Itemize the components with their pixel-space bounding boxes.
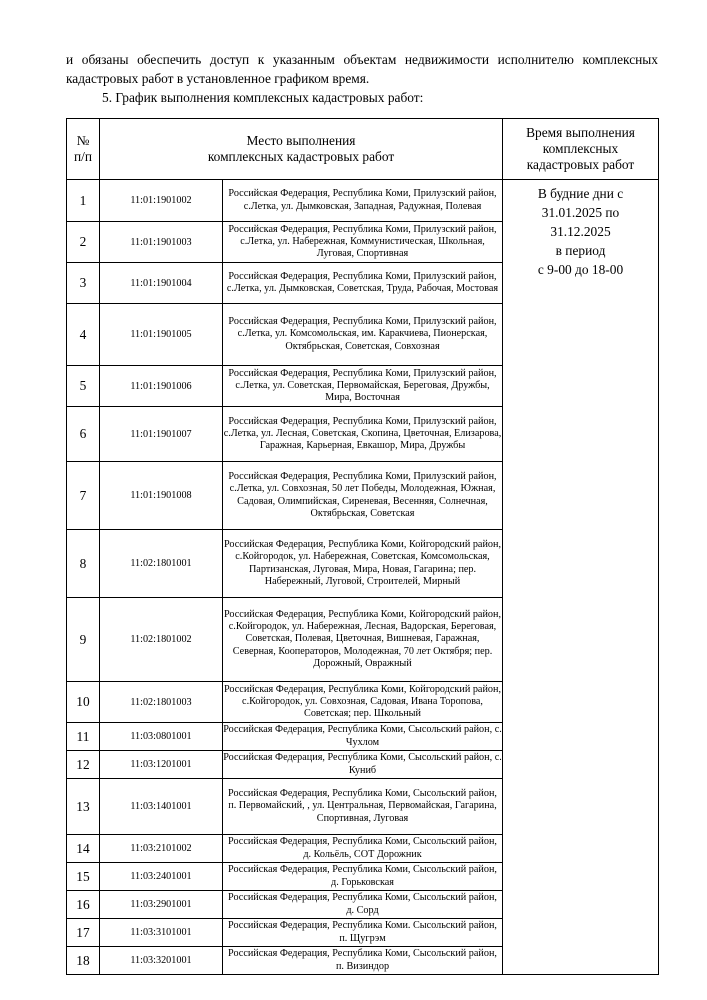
address-cell: Российская Федерация, Республика Коми, Сысольский район, п. Первомайский, , ул. Центральная, Первомайская, Гагарина, Спортивная, Луговая bbox=[223, 779, 503, 835]
row-number: 6 bbox=[67, 407, 100, 462]
header-num-line1: № bbox=[76, 133, 90, 148]
cadastral-number: 11:03:2401001 bbox=[100, 863, 223, 891]
cadastral-number: 11:01:1901007 bbox=[100, 407, 223, 462]
cadastral-number: 11:01:1901002 bbox=[100, 180, 223, 222]
work-time-line1: В будние дни с bbox=[537, 186, 624, 201]
row-number: 8 bbox=[67, 530, 100, 598]
cadastral-number: 11:02:1801002 bbox=[100, 598, 223, 682]
address-cell: Российская Федерация, Республика Коми, Прилузский район, с.Летка, ул. Набережная, Коммунистическая, Школьная, Луговая, Спортивная bbox=[223, 222, 503, 263]
row-number: 4 bbox=[67, 304, 100, 366]
cadastral-number: 11:01:1901004 bbox=[100, 263, 223, 304]
header-place bbox=[100, 119, 503, 180]
row-number: 15 bbox=[67, 863, 100, 891]
address-cell: Российская Федерация, Республика Коми, Койгородский район, с.Койгородок, ул. Совхозная, Садовая, Ивана Торопова, Советская; пер. Школьный bbox=[223, 682, 503, 723]
row-number: 17 bbox=[67, 919, 100, 947]
intro-line-1: и обязаны обеспечить доступ к указанным объектам недвижимости исполнителю комплексных bbox=[66, 52, 658, 67]
section-heading: 5. График выполнения комплексных кадастровых работ: bbox=[102, 90, 424, 105]
row-number: 16 bbox=[67, 891, 100, 919]
row-number: 13 bbox=[67, 779, 100, 835]
header-time-line3: кадастровых работ bbox=[526, 157, 635, 172]
row-number: 10 bbox=[67, 682, 100, 723]
row-number: 7 bbox=[67, 462, 100, 530]
row-number: 9 bbox=[67, 598, 100, 682]
address-cell: Российская Федерация, Республика Коми, Прилузский район, с.Летка, ул. Дымковская, Западная, Радужная, Полевая bbox=[223, 180, 503, 222]
row-number: 18 bbox=[67, 947, 100, 975]
cadastral-number: 11:03:3101001 bbox=[100, 919, 223, 947]
row-number: 2 bbox=[67, 222, 100, 263]
address-cell: Российская Федерация, Республика Коми, Сысольский район, п. Визиндор bbox=[223, 947, 503, 975]
address-cell: Российская Федерация, Республика Коми, Прилузский район, с.Летка, ул. Советская, Первомайская, Береговая, Дружбы, Мира, Восточная bbox=[223, 366, 503, 407]
header-num bbox=[67, 119, 100, 180]
cadastral-number: 11:02:1801001 bbox=[100, 530, 223, 598]
header-place-line2: комплексных кадастровых работ bbox=[207, 149, 395, 164]
row-number: 3 bbox=[67, 263, 100, 304]
row-number: 5 bbox=[67, 366, 100, 407]
cadastral-number: 11:03:2101002 bbox=[100, 835, 223, 863]
work-time-line2: 31.01.2025 по bbox=[541, 205, 620, 220]
address-cell: Российская Федерация, Республика Коми. Сысольский район, п. Щугрэм bbox=[223, 919, 503, 947]
address-cell: Российская Федерация, Республика Коми, Сысольский район, с. Чухлом bbox=[223, 723, 503, 751]
address-cell: Российская Федерация, Республика Коми, Сысольский район, д. Горьковская bbox=[223, 863, 503, 891]
work-time-cell bbox=[503, 180, 659, 975]
work-time-line3: 31.12.2025 bbox=[550, 224, 611, 239]
address-cell: Российская Федерация, Республика Коми, Прилузский район, с.Летка, ул. Лесная, Советская, Скопина, Цветочная, Елизарова, Гаражная, Карьерная, Евкашор, Мира, Дружбы bbox=[223, 407, 503, 462]
intro-line-2: кадастровых работ в установленное графиком время. bbox=[66, 71, 370, 86]
cadastral-number: 11:03:3201001 bbox=[100, 947, 223, 975]
cadastral-number: 11:01:1901008 bbox=[100, 462, 223, 530]
work-time-line5: с 9-00 до 18-00 bbox=[537, 262, 624, 277]
cadastral-number: 11:02:1801003 bbox=[100, 682, 223, 723]
cadastral-number: 11:01:1901003 bbox=[100, 222, 223, 263]
header-place-line1: Место выполнения bbox=[246, 133, 356, 148]
cadastral-number: 11:03:1401001 bbox=[100, 779, 223, 835]
address-cell: Российская Федерация, Республика Коми, Сысольский район, д. Кольёль, СОТ Дорожник bbox=[223, 835, 503, 863]
table-header-row bbox=[67, 119, 659, 180]
address-cell: Российская Федерация, Республика Коми, Койгородский район, с.Койгородок, ул. Набережная, Лесная, Вадорская, Береговая, Советская, Полевая, Цветочная, Вишневая, Гаражная, Северная, Кооператоров, Молодежная, 70 лет Октября; пер. Дорожный, Овражный bbox=[223, 598, 503, 682]
header-time-line2: комплексных bbox=[542, 141, 619, 156]
cadastral-number: 11:03:0801001 bbox=[100, 723, 223, 751]
address-cell: Российская Федерация, Республика Коми, Сысольский район, д. Сорд bbox=[223, 891, 503, 919]
header-num-line2: п/п bbox=[73, 149, 93, 164]
header-time bbox=[503, 119, 659, 180]
table-row bbox=[67, 180, 659, 222]
schedule-table bbox=[66, 118, 659, 975]
address-cell: Российская Федерация, Республика Коми, Прилузский район, с.Летка, ул. Комсомольская, им. Каракчиева, Пионерская, Октябрьская, Советская, Совхозная bbox=[223, 304, 503, 366]
work-time-line4: в период bbox=[555, 243, 606, 258]
row-number: 1 bbox=[67, 180, 100, 222]
intro-paragraph bbox=[66, 50, 658, 107]
header-time-line1: Время выполнения bbox=[526, 125, 635, 140]
row-number: 11 bbox=[67, 723, 100, 751]
cadastral-number: 11:03:1201001 bbox=[100, 751, 223, 779]
cadastral-number: 11:01:1901005 bbox=[100, 304, 223, 366]
address-cell: Российская Федерация, Республика Коми, Сысольский район, с. Куниб bbox=[223, 751, 503, 779]
cadastral-number: 11:03:2901001 bbox=[100, 891, 223, 919]
cadastral-number: 11:01:1901006 bbox=[100, 366, 223, 407]
row-number: 14 bbox=[67, 835, 100, 863]
row-number: 12 bbox=[67, 751, 100, 779]
address-cell: Российская Федерация, Республика Коми, Прилузский район, с.Летка, ул. Совхозная, 50 лет Победы, Молодежная, Южная, Садовая, Олимпийская, Сиреневая, Весенняя, Солнечная, Октябрьская, Советская bbox=[223, 462, 503, 530]
address-cell: Российская Федерация, Республика Коми, Прилузский район, с.Летка, ул. Дымковская, Советская, Труда, Рабочая, Мостовая bbox=[223, 263, 503, 304]
address-cell: Российская Федерация, Республика Коми, Койгородский район, с.Койгородок, ул. Набережная, Советская, Комсомольская, Партизанская, Луговая, Мира, Новая, Гагарина; пер. Набережный, Луговой, Строителей, Мирный bbox=[223, 530, 503, 598]
